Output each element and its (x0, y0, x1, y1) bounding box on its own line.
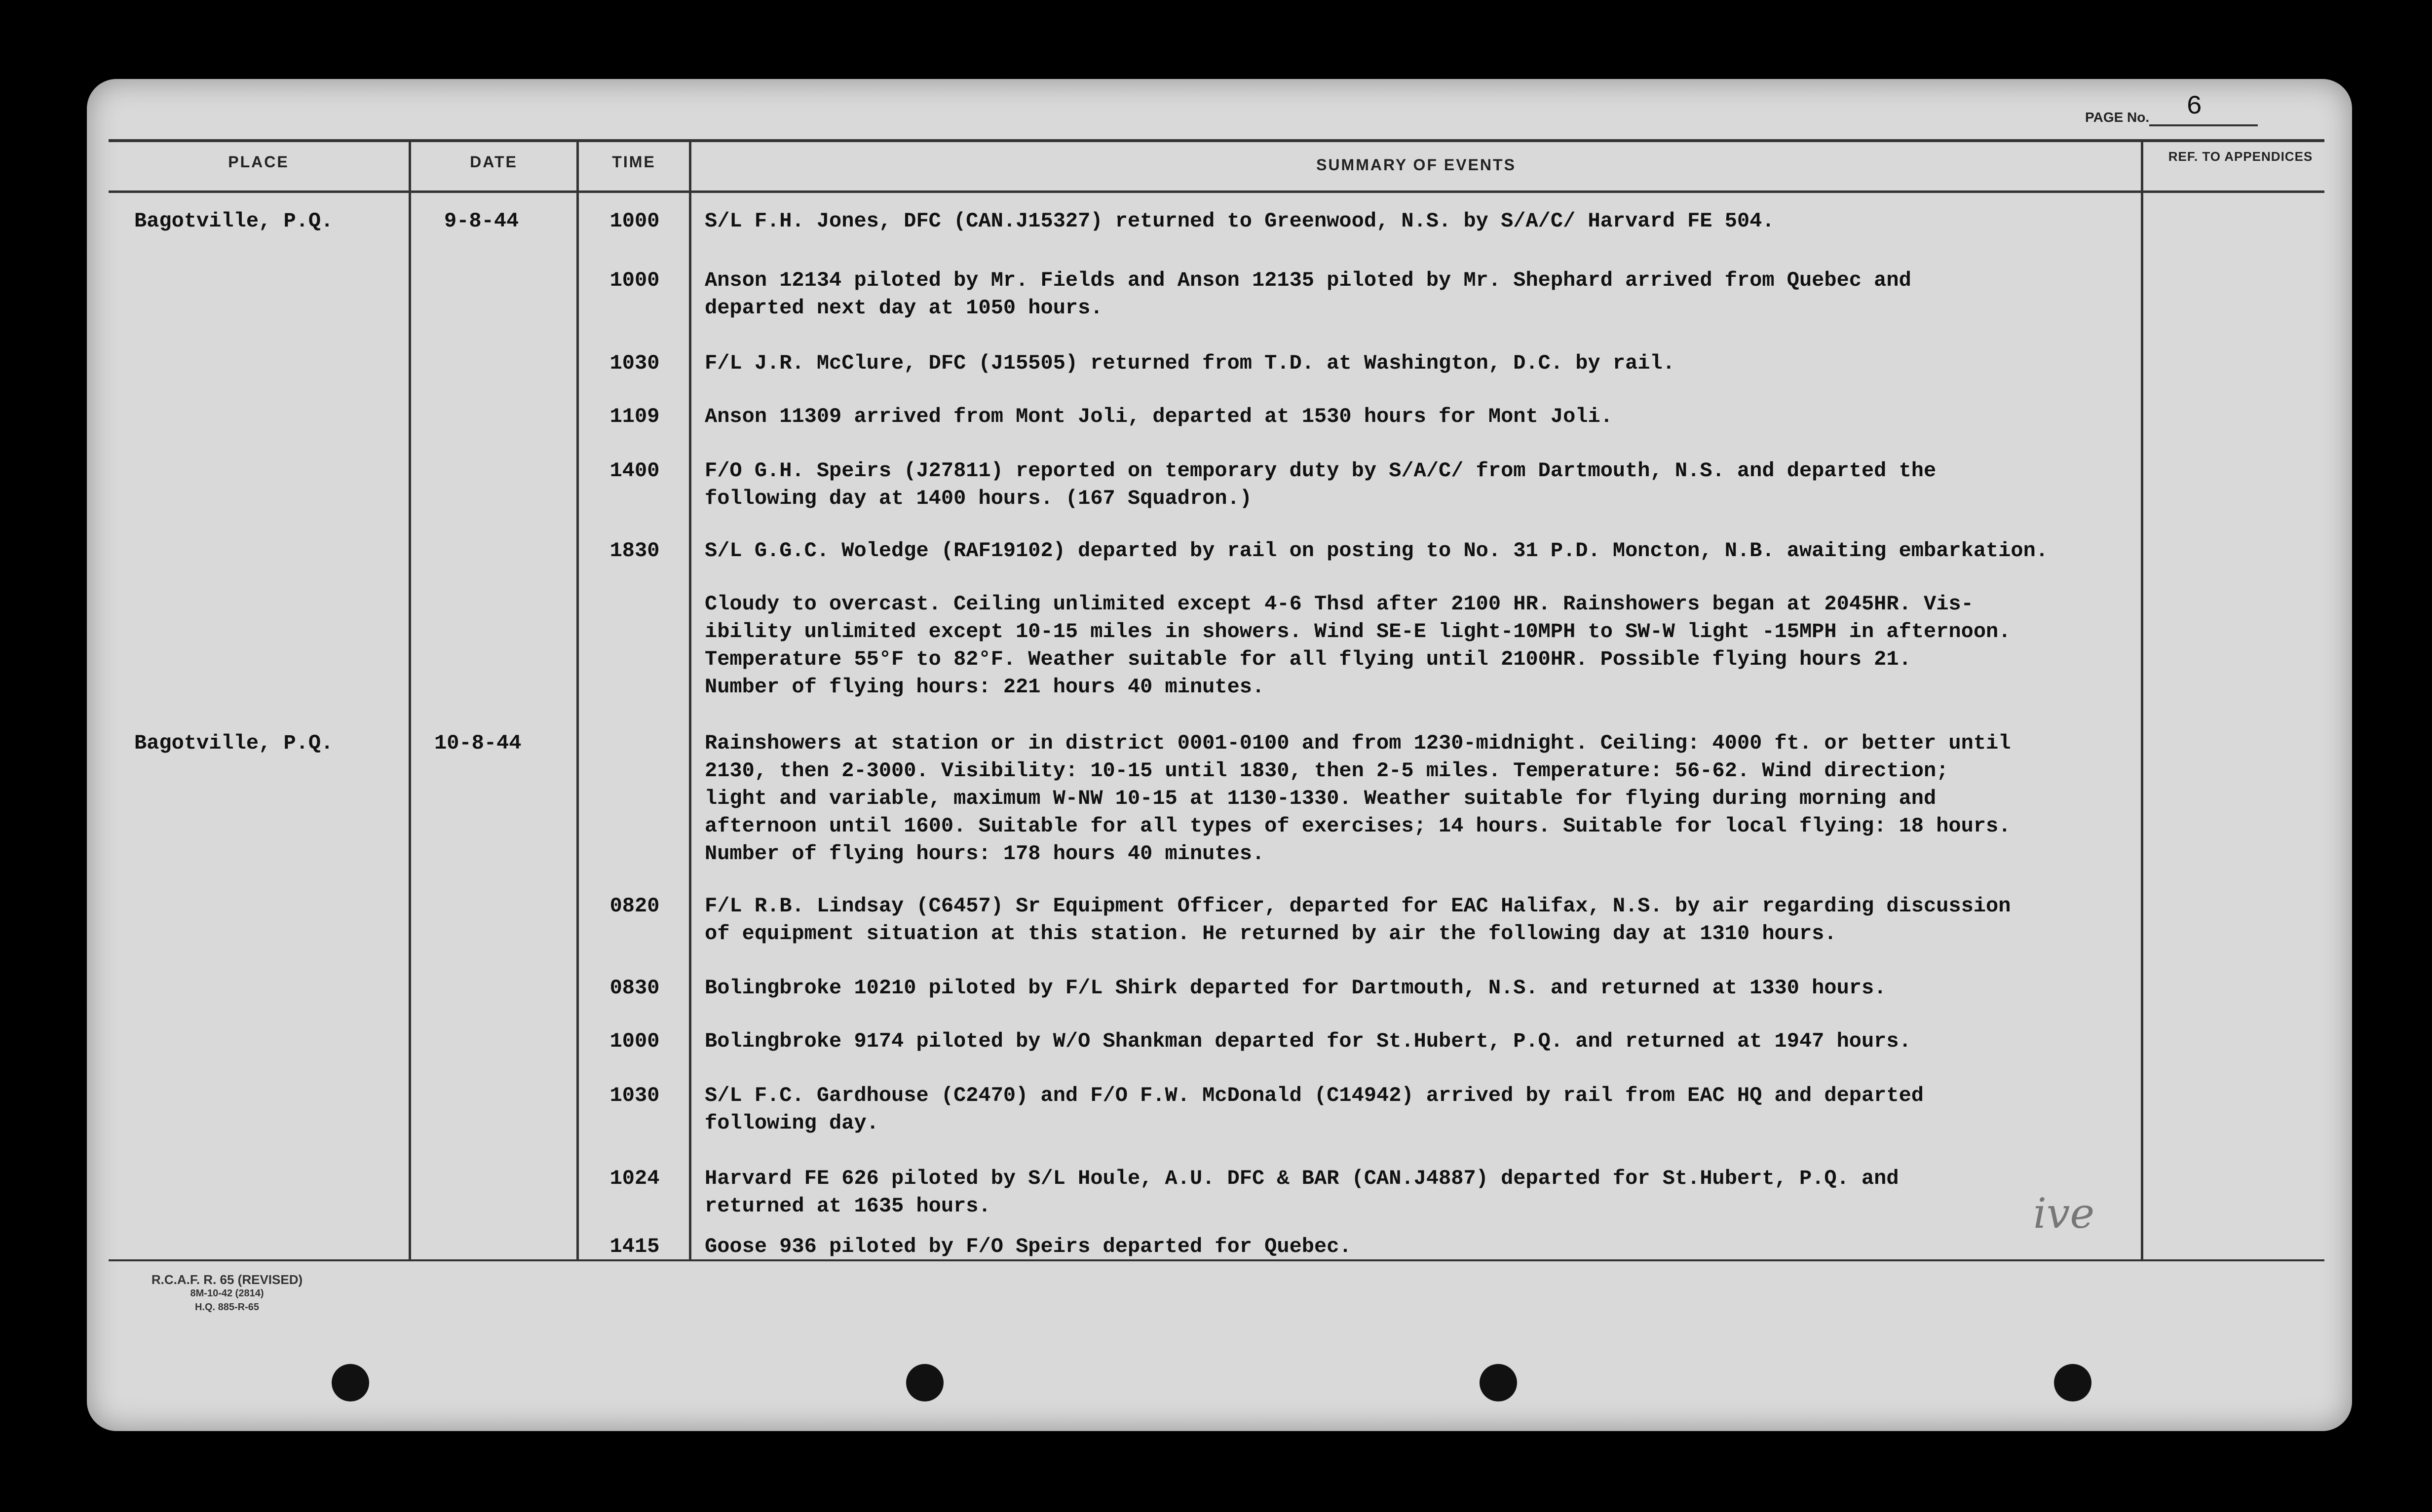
entry-summary: F/O G.H. Speirs (J27811) reported on temporary duty by S/A/C/ from Dartmouth, N.S. and departed the following day at 1400 hours. (167 Squadron.) (705, 459, 1937, 510)
entry-summary: Bolingbroke 10210 piloted by F/L Shirk departed for Dartmouth, N.S. and returned at 1330 hours. (705, 976, 1887, 1000)
page-no-value: 6 (2186, 92, 2203, 122)
entry-summary: Anson 11309 arrived from Mont Joli, departed at 1530 hours for Mont Joli. (705, 405, 1613, 428)
entry-place: Bagotville, P.Q. (134, 209, 334, 233)
header-ref-appendices: REF. TO APPENDICES (2168, 149, 2313, 164)
form-print-code: 8M-10-42 (2814) (190, 1288, 264, 1299)
entry-time: 1109 (609, 405, 660, 428)
entry-summary: Cloudy to overcast. Ceiling unlimited except 4-6 Thsd after 2100 HR. Rainshowers began at 2045HR. Vis- ibility unlimited except 10-15 miles in showers. Wind SE-E light-10MPH to SW-W light -15MPH in afternoon. Temperature 55°F to 82°F. Weather suitable for all flying until 2100HR. Possible flying hours 21. Number of flying hours: 221 hours 40 minutes. (705, 592, 2011, 699)
entry-summary: S/L F.C. Gardhouse (C2470) and F/O F.W. McDonald (C14942) arrived by rail from EAC HQ and departed following day. (705, 1084, 1924, 1135)
header-date: DATE (470, 153, 518, 171)
entry-time: 1024 (609, 1167, 660, 1190)
entry-place: Bagotville, P.Q. (134, 731, 334, 755)
entry-summary: Anson 12134 piloted by Mr. Fields and Anson 12135 piloted by Mr. Shephard arrived from Quebec and departed next day at 1050 hours. (705, 268, 1911, 320)
entry-time: 1030 (609, 351, 660, 375)
col-divider-time (689, 139, 691, 1259)
handwritten-initials: ive (2033, 1189, 2095, 1238)
entry-summary: F/L R.B. Lindsay (C6457) Sr Equipment Officer, departed for EAC Halifax, N.S. by air regarding discussion of equipment situation at this station. He returned by air the following day at 1310 hours. (705, 894, 2011, 945)
entry-date: 9-8-44 (444, 209, 519, 233)
header-time: TIME (612, 153, 656, 171)
binder-hole (332, 1364, 369, 1401)
form-number: R.C.A.F. R. 65 (REVISED) (151, 1272, 303, 1287)
entry-time: 1830 (609, 539, 660, 563)
entry-summary: Bolingbroke 9174 piloted by W/O Shankman departed for St.Hubert, P.Q. and returned at 1947 hours. (705, 1029, 1911, 1053)
entry-time: 1000 (609, 1029, 660, 1053)
col-divider-date (576, 139, 579, 1259)
entry-time: 1415 (609, 1235, 660, 1258)
binder-hole (906, 1364, 944, 1401)
entry-summary: Harvard FE 626 piloted by S/L Houle, A.U. DFC & BAR (CAN.J4887) departed for St.Hubert, P.Q. and returned at 1635 hours. (705, 1167, 1899, 1218)
header-place: PLACE (228, 153, 289, 171)
entry-time: 1400 (609, 459, 660, 483)
entry-time: 0830 (609, 976, 660, 1000)
page-no-label: PAGE No. (2085, 110, 2150, 125)
header-bottom-rule (109, 190, 2324, 193)
entry-date: 10-8-44 (434, 731, 522, 755)
form-hq-code: H.Q. 885-R-65 (194, 1302, 260, 1313)
entry-summary: Goose 936 piloted by F/O Speirs departed for Quebec. (705, 1235, 1352, 1258)
binder-hole (2054, 1364, 2091, 1401)
entry-time: 1000 (609, 209, 660, 233)
col-divider-place (409, 139, 411, 1259)
entry-summary: F/L J.R. McClure, DFC (J15505) returned from T.D. at Washington, D.C. by rail. (705, 351, 1675, 375)
page-no-rule (2149, 124, 2258, 126)
entry-time: 1000 (609, 268, 660, 292)
entry-time: 0820 (609, 894, 660, 918)
header-top-rule (109, 139, 2324, 142)
header-summary: SUMMARY OF EVENTS (1316, 156, 1516, 174)
entry-summary: Rainshowers at station or in district 0001-0100 and from 1230-midnight. Ceiling: 4000 ft. or better until 2130, then 2-3000. Visibility: 10-15 until 1830, then 2-5 miles. Temperature: 56-62. Wind direction; light and variable, maximum W-NW 10-15 at 1130-1330. Weather suitable for flying during morning and afternoon until 1600. Suitable for all types of exercises; 14 hours. Suitable for local flying: 18 hours. Number of flying hours: 178 hours 40 minutes. (705, 731, 2011, 866)
col-divider-summary (2141, 139, 2143, 1259)
entry-time: 1030 (609, 1084, 660, 1107)
binder-hole (1480, 1364, 1517, 1401)
entry-summary: S/L G.G.C. Woledge (RAF19102) departed by rail on posting to No. 31 P.D. Moncton, N.B. awaiting embarkation. (705, 539, 2049, 563)
entry-summary: S/L F.H. Jones, DFC (CAN.J15327) returned to Greenwood, N.S. by S/A/C/ Harvard FE 504. (705, 209, 1775, 233)
